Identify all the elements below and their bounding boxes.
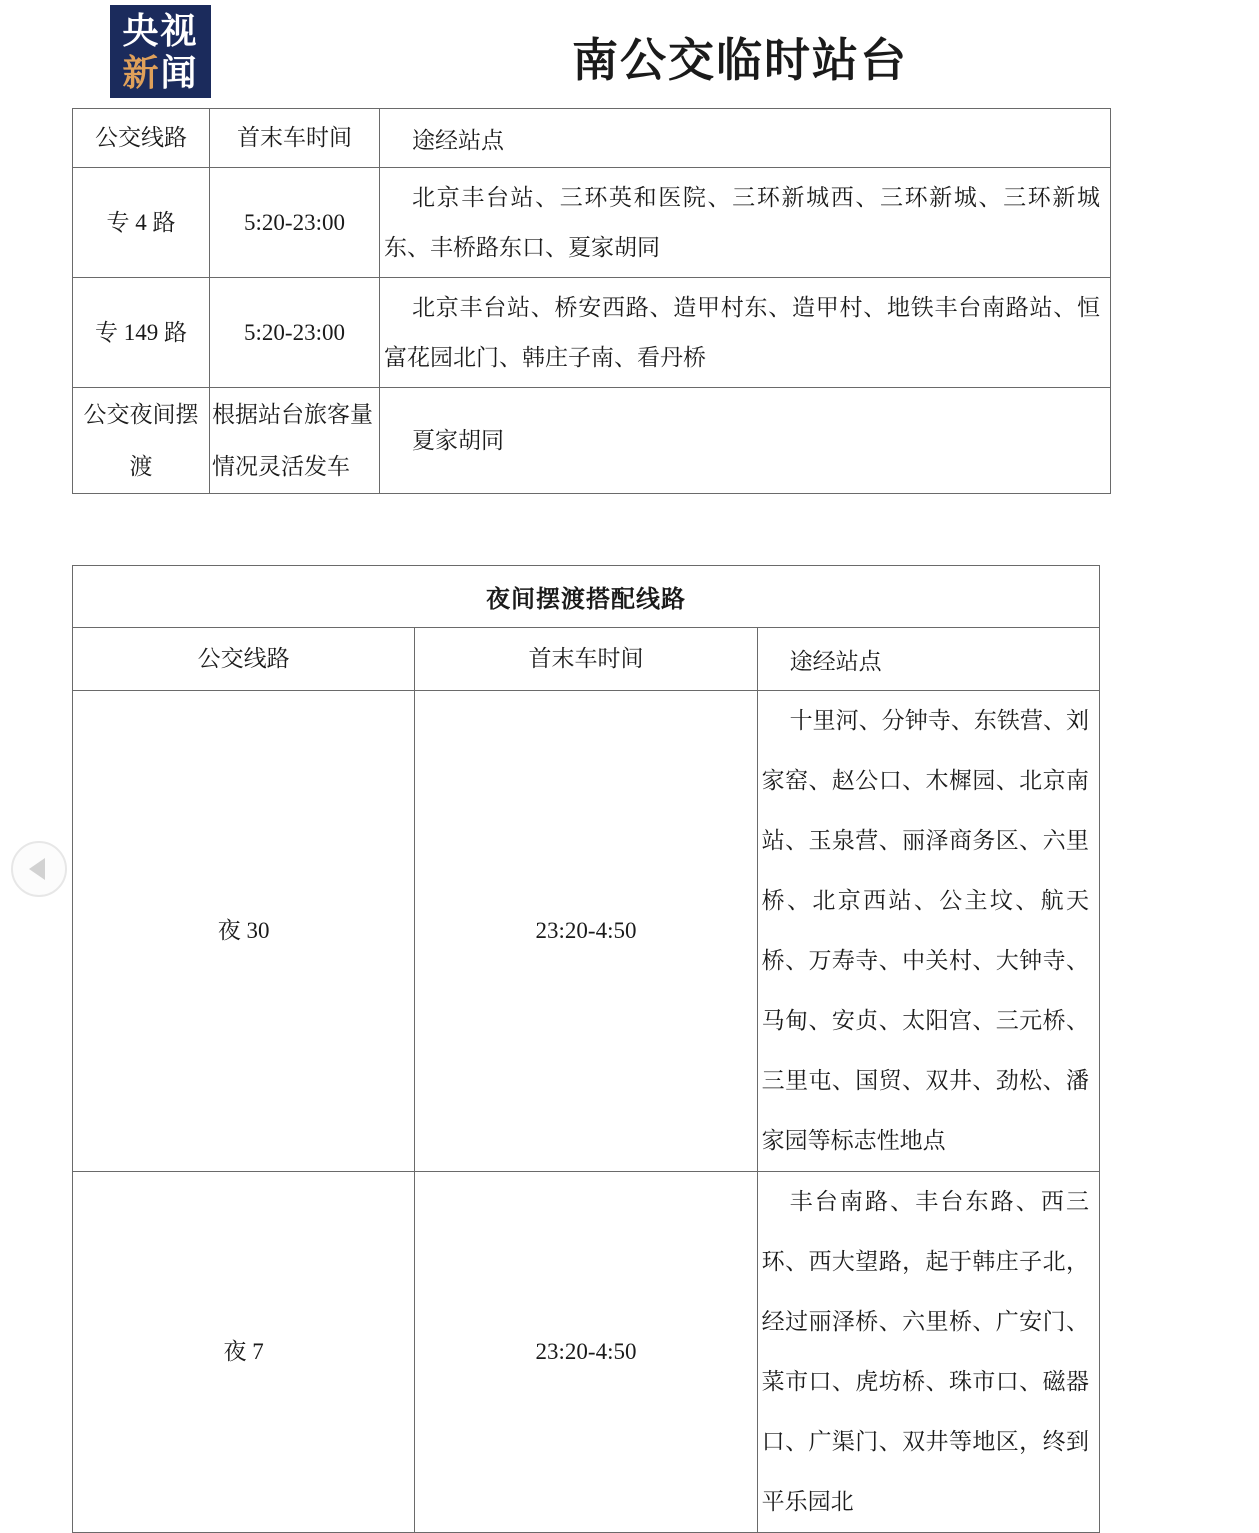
route-name: 夜 30 (73, 691, 415, 1172)
header-stops: 途经站点 (757, 628, 1099, 691)
header-bus-route: 公交线路 (73, 109, 210, 168)
route-stops: 十里河、分钟寺、东铁营、刘家窑、赵公口、木樨园、北京南站、玉泉营、丽泽商务区、六里桥、北京西站、公主坟、航天桥、万寿寺、中关村、大钟寺、马甸、安贞、太阳宫、三元桥、三里屯、国贸、双井、劲松、潘家园等标志性地点 (757, 691, 1099, 1172)
route-stops: 北京丰台站、桥安西路、造甲村东、造甲村、地铁丰台南路站、恒富花园北门、韩庄子南、看丹桥 (380, 278, 1111, 388)
temporary-platform-table (72, 108, 1111, 494)
table2-header-row (73, 628, 1100, 691)
night-shuttle-pairing-table (72, 565, 1100, 1533)
route-name: 公交夜间摆渡 (73, 388, 210, 494)
carousel-prev-button[interactable] (11, 841, 67, 897)
header-first-last-time: 首末车时间 (415, 628, 757, 691)
route-stops: 夏家胡同 (380, 388, 1111, 494)
header-bus-route: 公交线路 (73, 628, 415, 691)
table2-title-row (73, 566, 1100, 628)
route-time: 23:20-4:50 (415, 691, 757, 1172)
route-stops: 北京丰台站、三环英和医院、三环新城西、三环新城、三环新城东、丰桥路东口、夏家胡同 (380, 168, 1111, 278)
route-name: 专 4 路 (73, 168, 210, 278)
header-stops: 途经站点 (380, 109, 1111, 168)
left-arrow-icon (29, 858, 45, 880)
table2-title: 夜间摆渡搭配线路 (73, 566, 1100, 628)
logo-line-1: 央视 (122, 9, 199, 51)
route-stops: 丰台南路、丰台东路、西三环、西大望路，起于韩庄子北，经过丽泽桥、六里桥、广安门、菜市口、虎坊桥、珠市口、磁器口、广渠门、双井等地区，终到平乐园北 (757, 1172, 1099, 1533)
route-time: 5:20-23:00 (210, 168, 380, 278)
page-title: 南公交临时站台 (572, 35, 908, 86)
logo-line-2: 新闻 (122, 51, 199, 93)
route-time: 23:20-4:50 (415, 1172, 757, 1533)
table1-header-row (73, 109, 1111, 168)
table-row-route-special149 (73, 278, 1111, 388)
cctv-news-logo (110, 5, 211, 98)
table-row-night-shuttle (73, 388, 1111, 494)
route-time: 5:20-23:00 (210, 278, 380, 388)
table-row-route-night7 (73, 1172, 1100, 1533)
route-time: 根据站台旅客量情况灵活发车 (210, 388, 380, 494)
header-first-last-time: 首末车时间 (210, 109, 380, 168)
route-name: 专 149 路 (73, 278, 210, 388)
table-row-route-night30 (73, 691, 1100, 1172)
table-row-route-special4 (73, 168, 1111, 278)
route-name: 夜 7 (73, 1172, 415, 1533)
